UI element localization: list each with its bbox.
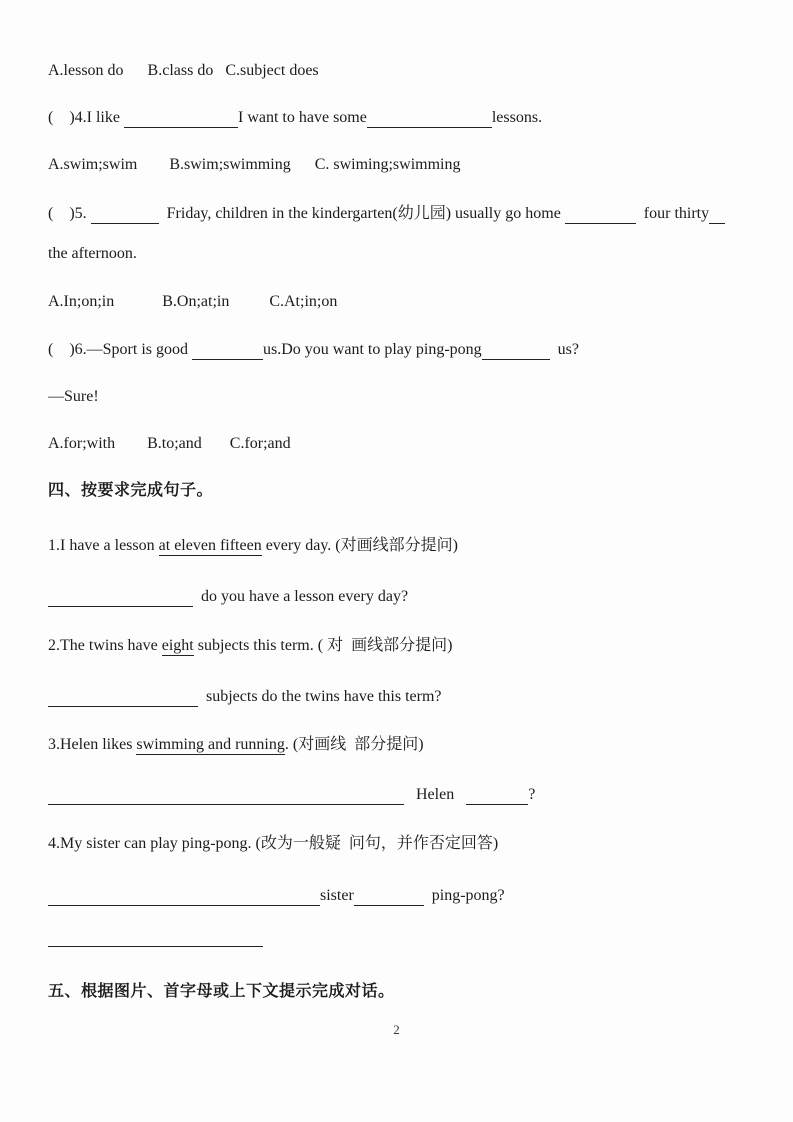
mc-q4-text-post: lessons. [491,109,543,126]
s4-q1-answer [48,587,763,607]
mc-q6-reply [48,387,763,407]
mc-q6-text-post: us? [549,341,579,358]
s4-q4-answer-post-text: ping-pong? [423,887,505,904]
s4-q2-text-pre: 2.The twins have [48,637,162,654]
s4-q1-answer-text: do you have a lesson every day? [193,588,409,605]
s4-q2-underlined-phrase: eight [161,637,194,654]
blank-line [48,786,404,805]
mc-q4-options [48,155,763,175]
section4-heading-text: 四、按要求完成句子。 [48,482,214,499]
s4-q3-underlined-phrase: swimming and running [136,736,285,753]
s4-q3-text-pre: 3.Helen likes [48,736,137,753]
mc-q5-options [48,292,763,312]
mc-q5-text-pre: ( )5. [48,205,91,222]
blank-line [91,205,159,224]
mc-q5-stem-wrap [48,244,763,264]
blank-line [709,205,725,224]
blank-line [482,341,550,360]
mc-q6-stem [48,340,763,360]
s4-q1-text-post: every day. (对画线部分提问) [261,537,458,554]
blank-line [367,109,492,128]
s4-q2-text-post: subjects this term. ( 对 画线部分提问) [193,637,453,654]
s4-q1-stem [48,536,763,556]
s4-q4-answer-line2 [48,927,763,947]
mc-q5-text-mid: Friday, children in the kindergarten(幼儿园) usually go home [158,205,565,222]
mc-q6-reply-text: —Sure! [48,388,99,405]
mc-q4-text-pre: ( )4.I like [48,109,124,126]
blank-line [354,887,424,906]
blank-line [48,688,198,707]
mc-q4-options-text: A.swim;swim B.swim;swimming C. swiming;swimming [48,156,461,173]
s4-q4-answer-line1 [48,886,763,906]
section4-heading [48,481,763,501]
mc-q5-options-text: A.In;on;in B.On;at;in C.At;in;on [48,293,338,310]
mc-q6-options [48,434,763,454]
s4-q3-answer-post-text: ? [528,786,536,803]
s4-q4-answer-mid-text: sister [320,887,354,904]
mc-q6-options-text: A.for;with B.to;and C.for;and [48,435,291,452]
mc-q4-text-mid: I want to have some [237,109,367,126]
mc-q5-stem [48,204,763,224]
page-number: 2 [393,1022,400,1037]
s4-q3-answer [48,785,763,805]
mc-q4-stem [48,108,763,128]
mc-q3-options [48,61,763,81]
blank-line [565,205,636,224]
s4-q2-answer-text: subjects do the twins have this term? [198,688,442,705]
s4-q1-underlined-phrase: at eleven fifteen [158,537,262,554]
s4-q3-answer-mid-text: Helen [404,786,467,803]
s4-q1-text-pre: 1.I have a lesson [48,537,159,554]
mc-q5-text-post: four thirty [635,205,710,222]
blank-line [124,109,238,128]
section5-heading-text: 五、根据图片、首字母或上下文提示完成对话。 [48,983,395,1000]
blank-line [48,928,263,947]
blank-line [192,341,263,360]
blank-line [466,786,528,805]
mc-q6-text-mid: us.Do you want to play ping-pong [263,341,482,358]
section5-heading [48,982,763,1002]
mc-q3-options-text: A.lesson do B.class do C.subject does [48,62,319,79]
s4-q2-stem [48,636,763,656]
s4-q3-stem [48,735,763,755]
mc-q6-text-pre: ( )6.—Sport is good [48,341,192,358]
s4-q4-stem [48,834,763,854]
mc-q5-wrap-text: the afternoon. [48,245,137,262]
s4-q4-stem-text: 4.My sister can play ping-pong. (改为一般疑 问句，并作否定回答) [48,835,499,852]
blank-line [48,588,193,607]
s4-q2-answer [48,687,763,707]
s4-q3-text-post: . (对画线 部分提问) [284,736,424,753]
blank-line [48,887,320,906]
